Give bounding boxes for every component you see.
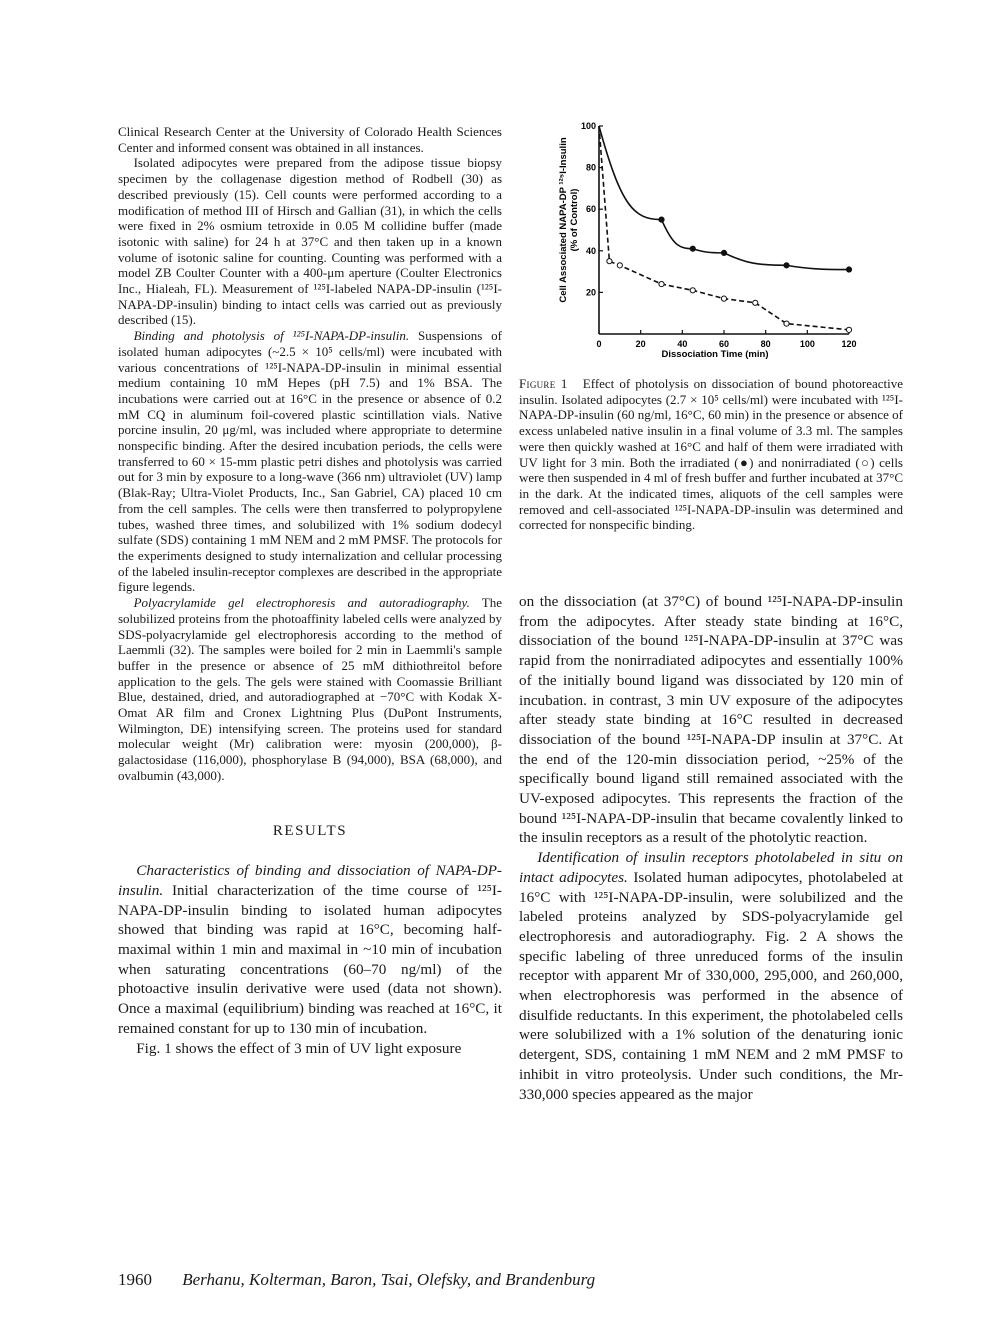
x-tick-label: 80 [760,339,771,349]
paragraph: on the dissociation (at 37°C) of bound ¹²⁵I-NAPA-DP-insulin from the adipocytes. After steady state binding at 16°C, dissociation of the bound ¹²⁵I-NAPA-DP-insulin at 37°C was rapid from the nonirradiated adipocytes and essentially 100% of the initially bound ligand was dissociated by 120 min of incubation. in contrast, 3 min UV exposure of the adipocytes after steady state binding at 16°C resulted in decreased dissociation of the bound ¹²⁵I-NAPA-DP insulin at 37°C. At the end of the 120-min dissociation period, ~25% of the specifically bound ligand still remained associated with the UV-exposed adipocytes. This represents the fraction of the bound ¹²⁵I-NAPA-DP-insulin that became covalently linked to the insulin receptors as a result of the photolytic reaction. [519,593,903,847]
paragraph: Isolated adipocytes were prepared from the adipose tissue biopsy specimen by the collagenase digestion method of Rodbell (30) as described previously (15). Cell counts were performed according to a modification of method III of Hirsch and Gallian (31), in which the cells were fixed in 2% osmium tetroxide in 0.05 M collidine buffer (made isotonic with saline) for 24 h at 37°C and then taken up in a known volume of isotonic saline for counting. Counting was performed with a model ZB Coulter Counter with a 400-μm aperture (Coulter Electronics Inc., Hialeah, FL). Measurement of ¹²⁵I-labeled NAPA-DP-insulin (¹²⁵I-NAPA-DP-insulin) binding to intact cells was carried out as previously described (15). [118,155,502,328]
y-tick-label: 80 [585,162,596,173]
data-point-series-1 [690,246,695,251]
results-heading: RESULTS [272,822,348,839]
section-runin-heading: Characteristics of binding and dissociation of NAPA-DP-insulin. [118,862,502,899]
paragraph: Clinical Research Center at the University of Colorado Health Sciences Center and informed consent was obtained in all instances. [118,124,502,155]
data-point-series-2 [690,288,695,293]
y-tick-label: 20 [585,287,596,298]
x-tick-label: 120 [841,339,857,349]
x-tick-label: 100 [799,339,815,349]
chart-ticks [581,121,857,349]
running-authors: Berhanu, Kolterman, Baron, Tsai, Olefsky, and Brandenburg [182,1270,596,1289]
page-number: 1960 [118,1270,152,1289]
paragraph-text: Isolated human adipocytes, photolabeled at 16°C with ¹²⁵I-NAPA-DP-insulin, were solubilized and the labeled proteins analyzed by SDS-polyacrylamide gel electrophoresis and autoradiography. Fig. 2 A shows the specific labeling of three unreduced forms of the insulin receptor with apparent Mr of 330,000, 295,000, and 260,000, when electrophoresis was performed in the absence of disulfide reductants. In this experiment, the photolabeled cells were solubilized with a 1% solution of the denaturing ionic detergent, SDS, containing 1 mM NEM and 2 mM PMSF to inhibit in vitro proteolysis. Under such conditions, the Mr-330,000 species appeared as the major [519,868,903,1103]
x-axis-label: Dissociation Time (min) [661,349,769,360]
data-point-series-2 [659,281,664,286]
paragraph: Fig. 1 shows the effect of 3 min of UV light exposure [136,1039,462,1057]
data-point-series-2 [607,259,612,264]
paragraph [118,328,502,595]
caption-text: Effect of photolysis on dissociation of bound photoreactive insulin. Isolated adipocytes (2.7 × 10⁵ cells/ml) were incubated with ¹²⁵I-NAPA-DP-insulin (60 ng/ml, 16°C, 60 min) in the presence or absence of excess unlabeled native insulin in a final volume of 3.3 ml. The samples were then quickly washed at 16°C and half of them were irradiated with UV light for 3 min. Both the irradiated (●) and nonirradiated (○) cells were then suspended in 4 ml of fresh buffer and further incubated at 37°C in the dark. At the indicated times, aliquots of the cell samples were removed and cell-associated ¹²⁵I-NAPA-DP-insulin was determined and corrected for nonspecific binding. [519,376,903,533]
y-axis-label: Cell Associated NAPA-DP ¹²⁵I-Insulin [558,137,569,303]
chart-axes [599,126,849,334]
figure-label: Figure 1 [519,376,568,391]
x-tick-label: 0 [596,339,602,349]
data-point-series-2 [721,296,726,301]
data-point-series-2 [784,321,789,326]
section-runin-heading: Binding and photolysis of ¹²⁵I-NAPA-DP-insulin. [133,328,410,344]
y-axis-label-units: (% of Control) [569,188,580,252]
data-point-series-1 [846,267,851,272]
paragraph-text: Suspensions of isolated human adipocytes (~2.5 × 10⁵ cells/ml) were incubated with various concentrations of ¹²⁵I-NAPA-DP-insulin in minimal essential medium containing 10 mM Hepes (pH 7.5) and 1% BSA. The incubations were carried out at 16°C in the presence or absence of 0.2 mM CQ in aluminum foil-covered plastic scintillation vials. Native porcine insulin, 20 μg/ml, was included where appropriate to determine nonspecific binding. After the desired incubation periods, the cells were transferred to 60 × 15-mm plastic petri dishes and photolysis was carried out for 3 min by exposure to a long-wave (366 nm) ultraviolet (UV) lamp (Blak-Ray; Ultra-Violet Products, Inc., San Gabriel, CA) placed 10 cm from the cell samples. The cells were then transferred to polypropylene tubes, washed three times, and solubilized with 1% sodium dodecyl sulfate (SDS) containing 1 mM NEM and 2 mM PMSF. The protocols for the experiments designed to study internalization and cellular processing of the labeled insulin-receptor complexes are described in the appropriate figure legends. [118,328,503,595]
series-line-1 [599,126,849,270]
results-text [118,861,502,1058]
x-tick-label: 20 [635,339,646,349]
section-runin-heading: Polyacrylamide gel electrophoresis and autoradiography. [133,595,470,611]
figure-1-chart [519,112,903,370]
paragraph [519,848,903,1104]
chart-series [599,126,852,332]
paragraph-text: The solubilized proteins from the photoaffinity labeled cells were analyzed by SDS-polyacrylamide gel electrophoresis according to the method of Laemmli (32). The samples were boiled for 2 min in Laemmli's sample buffer in the presence or absence of 25 mM dithiothreitol before application to the gels. The gels were stained with Coomassie Brilliant Blue, destained, dried, and autoradiographed at −70°C with Kodak X-Omat AR film and Cronex Lightning Plus (DuPont Instruments, Wilmington, DE) intensifying screen. The proteins used for standard molecular weight (Mr) calibration were: myosin (200,000), β-galactosidase (116,000), phosphorylase B (94,000), BSA (68,000), and ovalbumin (43,000). [118,595,502,783]
data-point-series-1 [784,263,789,268]
left-column [118,124,502,1058]
data-point-series-1 [721,250,726,255]
data-point-series-2 [846,327,851,332]
paragraph [118,861,502,1038]
data-point-series-2 [753,300,758,305]
right-column [519,592,903,1104]
y-tick-label: 100 [580,121,596,131]
page-footer [118,1270,595,1290]
x-tick-label: 60 [718,339,730,349]
paragraph [118,595,502,783]
figure-caption [519,376,903,533]
data-point-series-2 [617,263,622,268]
x-tick-label: 40 [677,339,688,349]
section-runin-heading: Identification of insulin receptors photolabeled in situ on intact adipocytes. [519,849,903,886]
y-tick-label: 60 [585,204,596,215]
paragraph-text: Initial characterization of the time course of ¹²⁵I-NAPA-DP-insulin binding to isolated human adipocytes showed that binding was rapid at 16°C, becoming half-maximal within 1 min and maximal in ~10 min of incubation when saturating concentrations (60–70 ng/ml) of the photoactive insulin derivative were used (data not shown). Once a maximal (equilibrium) binding was reached at 16°C, it remained constant for up to 130 min of incubation. [118,881,502,1037]
data-point-series-1 [659,217,664,222]
y-tick-label: 40 [585,245,596,256]
